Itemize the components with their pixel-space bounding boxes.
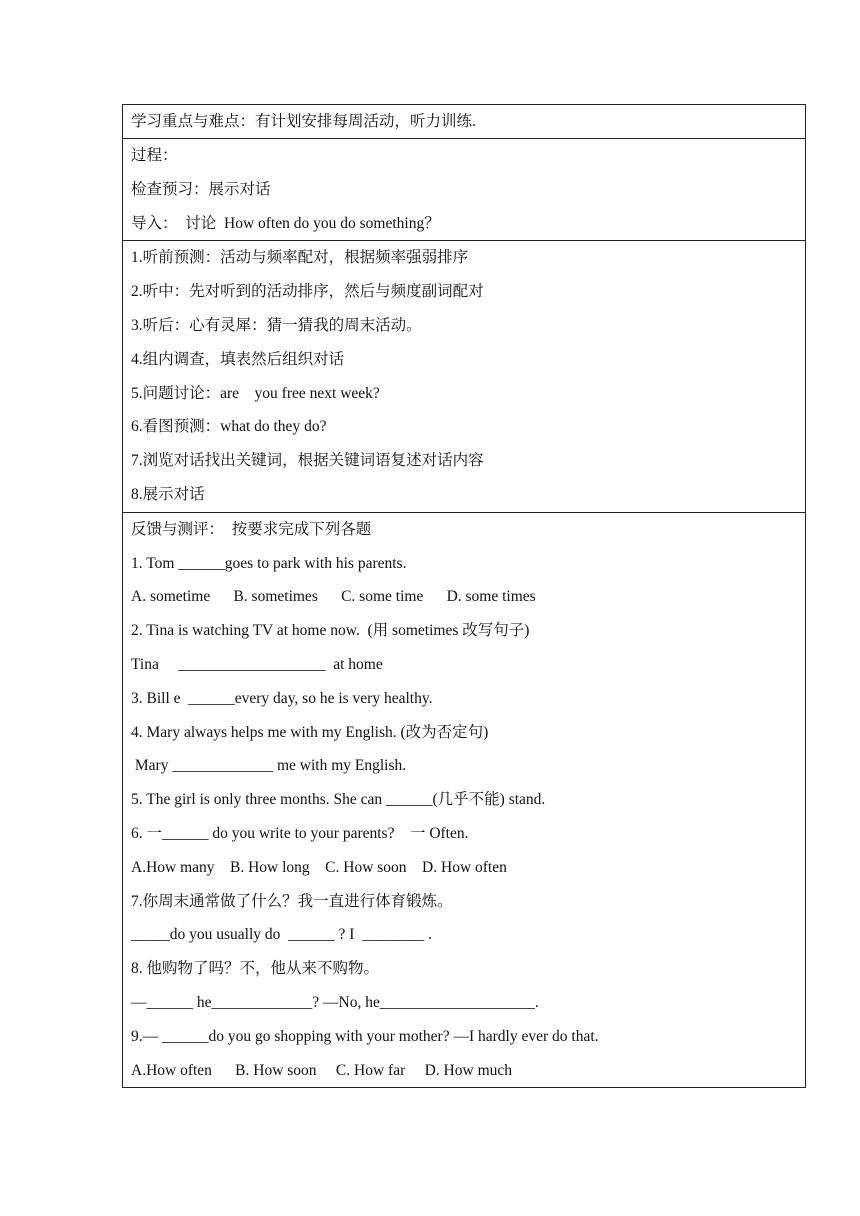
steps-section — [123, 240, 805, 511]
focus-line: 学习重点与难点：有计划安排每周活动，听力训练. — [131, 113, 476, 130]
step-line: 2.听中：先对听到的活动排序，然后与频度副词配对 — [131, 283, 484, 301]
step-line: 4.组内调查，填表然后组织对话 — [131, 350, 345, 368]
process-heading: 过程： — [131, 147, 178, 164]
exercise-line: Mary _____________ me with my English. — [131, 757, 407, 775]
exercise-line: A. sometime B. sometimes C. some time D. some times — [131, 588, 536, 606]
focus-section — [123, 105, 805, 138]
exercise-line: A.How many B. How long C. How soon D. How often — [131, 858, 507, 876]
exercise-line: 1. Tom ______goes to park with his parents. — [131, 554, 407, 572]
lesson-table — [122, 104, 806, 1088]
step-line: 7.浏览对话找出关键词，根据关键词语复述对话内容 — [131, 452, 484, 470]
exercise-line: Tina ___________________ at home — [131, 655, 383, 673]
exercise-line: 2. Tina is watching TV at home now. (用 sometimes 改写句子) — [131, 622, 530, 640]
step-line: 1.听前预测：活动与频率配对，根据频率强弱排序 — [131, 249, 469, 267]
feedback-section — [123, 512, 805, 1088]
lead-in-line: 导入： 讨论 How often do you do something？ — [131, 214, 440, 232]
feedback-heading: 反馈与测评： 按要求完成下列各题 — [131, 520, 372, 538]
step-line: 8.展示对话 — [131, 485, 205, 503]
exercise-line: 6. 一______ do you write to your parents? 一 Often. — [131, 824, 469, 842]
exercise-line: 8. 他购物了吗？不，他从来不购物。 — [131, 960, 380, 978]
exercise-line: 9.— ______do you go shopping with your mother? —I hardly ever do that. — [131, 1027, 599, 1045]
exercise-line: 4. Mary always helps me with my English. (改为否定句) — [131, 723, 489, 741]
exercise-line: 5. The girl is only three months. She can ______(几乎不能) stand. — [131, 791, 546, 809]
exercise-line: 7.你周末通常做了什么？我一直进行体育锻炼。 — [131, 892, 453, 910]
preview-check-line: 检查预习：展示对话 — [131, 180, 271, 198]
exercise-line: 3. Bill e ______every day, so he is very healthy. — [131, 689, 433, 707]
step-line: 3.听后：心有灵犀：猜一猜我的周末活动。 — [131, 316, 422, 334]
step-line: 5.问题讨论：are you free next week? — [131, 384, 380, 402]
exercise-line: A.How often B. How soon C. How far D. How much — [131, 1061, 513, 1079]
process-section — [123, 138, 805, 240]
exercise-line: —______ he_____________? —No, he____________________. — [131, 993, 539, 1011]
step-line: 6.看图预测：what do they do? — [131, 418, 327, 436]
exercise-line: _____do you usually do ______ ? I ________ . — [131, 926, 432, 944]
